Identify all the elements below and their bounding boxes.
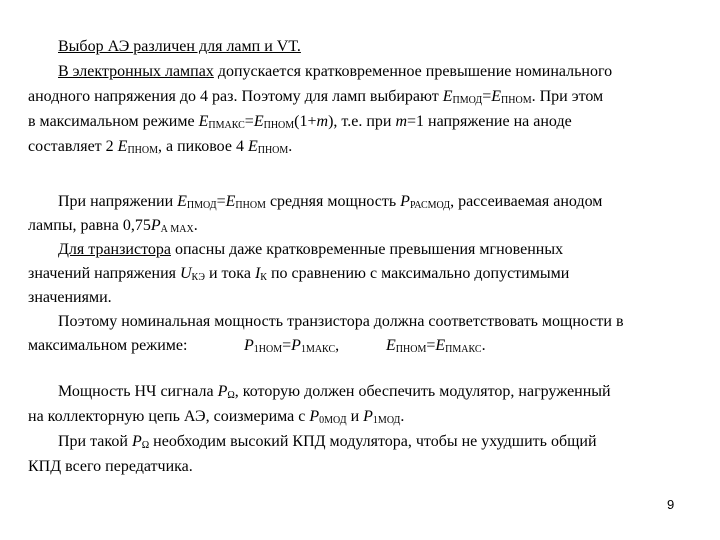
para2-line3: Для транзистора опасны даже кратковременные превышения мгновенных [58,241,564,258]
para3-line1: Мощность НЧ сигнала $P_\Omega$, которую должен обеспечить модулятор, нагруженный [58,383,611,401]
para2-line6: Поэтому номинальная мощность транзистора должна соответствовать мощности в [58,313,624,330]
para2-line5: значениями. [28,289,112,306]
para1-line4: в максимальном режиме $E_{ПМАКС}=E_{ПНОМ}(1+m)$, т.е. при m=1 напряжение на аноде [28,113,572,131]
para1-line3: анодного напряжения до 4 раз. Поэтому для ламп выбирают $E_{ПМОД}=E_{ПНОМ}$. При этом [28,88,604,106]
para1-line5: составляет 2 $E_{ПНОМ}$, а пиковое 4 $E_{ПНОМ}$. [28,138,293,156]
para3-line3: При такой $P_\Omega$ необходим высокий КПД модулятора, чтобы не ухудшить общий [58,433,597,451]
para1-line1 [58,37,301,57]
para2-line1: При напряжении $E_{ПМОД}=E_{ПНОМ}$ средняя мощность $P_{РАСМОД}$, рассеиваемая анодом [58,193,603,211]
para2-line4: значений напряжения $U_{КЭ}$ и тока $I_К$ по сравнению с максимально допустимыми [28,265,570,283]
para2-line7: максимальном режиме: $P_{1НОМ}=P_{1МАКС}$, $E_{ПНОМ}=E_{ПМАКС}$. [28,337,486,355]
para3-line4: КПД всего передатчика. [28,458,193,475]
heading-text: Выбор АЭ различен для ламп и VT. [58,38,301,55]
para1-line2: В электронных лампах допускается кратковременное превышение номинального [58,63,613,80]
page-number: 9 [667,497,675,512]
para3-line2: на коллекторную цепь АЭ, соизмерима с $P_{0МОД}$ и $P_{1МОД}$. [28,408,405,426]
para2-line2: лампы, равна $0,75P_{А MAX}$. [28,217,198,235]
